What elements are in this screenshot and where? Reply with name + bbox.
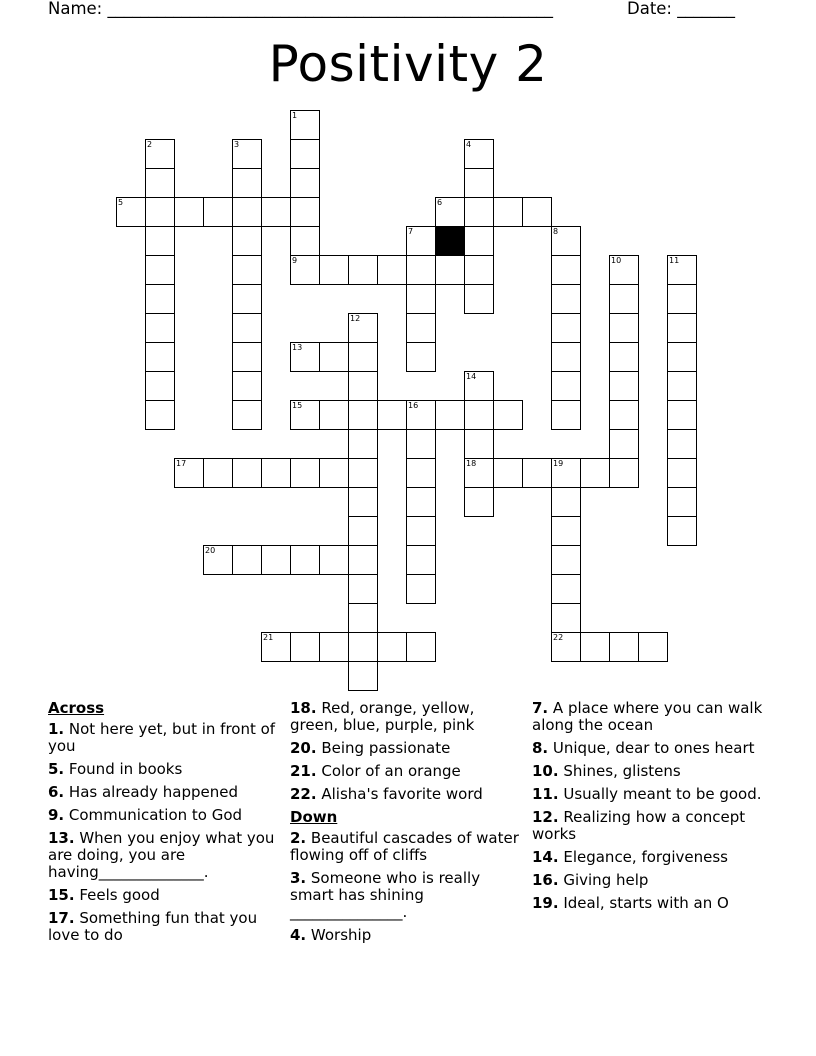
date-field-label[interactable]: Date: _______ [627,0,735,18]
grid-cell[interactable] [406,226,436,256]
clue-number: 4 [466,140,472,149]
name-field-label[interactable]: Name: ______________________________________________________ [48,0,553,18]
grid-cell[interactable] [464,139,494,169]
grid-cell[interactable] [551,574,581,604]
grid-cell[interactable] [203,197,233,227]
grid-cell[interactable] [232,371,262,401]
clue-item [48,807,280,824]
clue-item-number: 11. [532,785,559,803]
grid-cell[interactable] [203,545,233,575]
grid-cell[interactable] [261,197,291,227]
grid-cell[interactable] [667,458,697,488]
clue-item [48,910,280,944]
grid-cell[interactable] [290,342,320,372]
clue-number: 2 [147,140,153,149]
grid-cell[interactable] [290,139,320,169]
clue-item-number: 3. [290,869,307,887]
clue-number: 9 [292,256,298,265]
clue-item-text: Elegance, forgiveness [558,848,728,866]
grid-cell[interactable] [348,429,378,459]
clue-number: 12 [350,314,361,323]
clues-column-3 [532,700,764,918]
grid-cell[interactable] [551,632,581,662]
grid-cell[interactable] [406,487,436,517]
clue-item-text: Found in books [64,760,183,778]
grid-cell[interactable] [522,458,552,488]
clue-item-text: Shines, glistens [558,762,681,780]
clue-number: 18 [466,459,477,468]
grid-cell[interactable] [348,342,378,372]
clues-column-2 [290,700,522,950]
grid-cell[interactable] [232,284,262,314]
clue-number: 7 [408,227,414,236]
grid-cell[interactable] [551,313,581,343]
grid-cell[interactable] [377,255,407,285]
grid-cell[interactable] [348,603,378,633]
grid-cell[interactable] [551,458,581,488]
clue-item-text: Something fun that you love to do [48,909,258,944]
clue-item-number: 19. [532,894,559,912]
grid-cell[interactable] [348,313,378,343]
grid-cell[interactable] [609,632,639,662]
clue-item [532,809,764,843]
grid-cell[interactable] [261,632,291,662]
grid-cell[interactable] [145,400,175,430]
grid-cell[interactable] [667,487,697,517]
grid-cell[interactable] [464,226,494,256]
clue-item-text: Color of an orange [316,762,461,780]
grid-cell[interactable] [174,458,204,488]
clue-item [290,740,522,757]
page-title: Positivity 2 [268,35,548,93]
grid-cell[interactable] [551,371,581,401]
grid-cell[interactable] [406,458,436,488]
clue-item-text: Unique, dear to ones heart [548,739,755,757]
clue-number: 22 [553,633,564,642]
grid-cell[interactable] [319,458,349,488]
clue-item-number: 22. [290,785,317,803]
grid-cell[interactable] [667,371,697,401]
clue-number: 17 [176,459,187,468]
clue-number: 14 [466,372,477,381]
grid-cell[interactable] [406,400,436,430]
grid-cell[interactable] [406,429,436,459]
grid-cell[interactable] [232,400,262,430]
grid-cell[interactable] [464,255,494,285]
grid-cell[interactable] [348,255,378,285]
grid-cell[interactable] [290,168,320,198]
grid-cell[interactable] [261,458,291,488]
clue-item-number: 16. [532,871,559,889]
grid-cell[interactable] [406,255,436,285]
clue-item [48,784,280,801]
clue-number: 20 [205,546,216,555]
grid-cell[interactable] [667,342,697,372]
clue-number: 3 [234,140,240,149]
clue-item-number: 12. [532,808,559,826]
clue-item [532,763,764,780]
grid-cell[interactable] [464,168,494,198]
grid-cell[interactable] [551,603,581,633]
grid-cell[interactable] [261,545,291,575]
grid-cell[interactable] [406,574,436,604]
grid-cell[interactable] [464,284,494,314]
grid-cell[interactable] [348,545,378,575]
clue-item-number: 2. [290,829,307,847]
clue-item-text: Beautiful cascades of water flowing off of cliffs [290,829,519,864]
grid-cell[interactable] [232,545,262,575]
black-cell [435,226,465,256]
grid-cell[interactable] [551,226,581,256]
grid-cell[interactable] [145,342,175,372]
grid-cell[interactable] [290,400,320,430]
grid-cell[interactable] [551,487,581,517]
grid-cell[interactable] [406,284,436,314]
grid-cell[interactable] [464,400,494,430]
grid-cell[interactable] [232,458,262,488]
grid-cell[interactable] [116,197,146,227]
grid-cell[interactable] [609,313,639,343]
grid-cell[interactable] [551,516,581,546]
grid-cell[interactable] [667,400,697,430]
grid-cell[interactable] [348,371,378,401]
grid-cell[interactable] [174,197,204,227]
clue-item-text: Not here yet, but in front of you [48,720,276,755]
clue-item-text: Someone who is really smart has shining _______________. [290,869,481,921]
clue-item-number: 9. [48,806,65,824]
grid-cell[interactable] [406,342,436,372]
clue-item-number: 7. [532,699,549,717]
grid-cell[interactable] [609,255,639,285]
grid-cell[interactable] [145,139,175,169]
clue-item [290,763,522,780]
grid-cell[interactable] [290,545,320,575]
clue-number: 6 [437,198,443,207]
grid-cell[interactable] [551,284,581,314]
clue-number: 1 [292,111,298,120]
grid-cell[interactable] [464,197,494,227]
grid-cell[interactable] [609,429,639,459]
grid-cell[interactable] [232,313,262,343]
grid-cell[interactable] [290,458,320,488]
grid-cell[interactable] [435,255,465,285]
grid-cell[interactable] [464,371,494,401]
grid-cell[interactable] [406,632,436,662]
clue-number: 8 [553,227,559,236]
grid-cell[interactable] [464,458,494,488]
grid-cell[interactable] [232,255,262,285]
grid-cell[interactable] [290,226,320,256]
grid-cell[interactable] [667,284,697,314]
grid-cell[interactable] [551,255,581,285]
grid-cell[interactable] [290,110,320,140]
grid-cell[interactable] [580,458,610,488]
grid-cell[interactable] [493,197,523,227]
grid-cell[interactable] [493,458,523,488]
grid-cell[interactable] [348,400,378,430]
grid-cell[interactable] [609,371,639,401]
clue-item [290,927,522,944]
grid-cell[interactable] [290,632,320,662]
clue-item-text: Realizing how a concept works [532,808,746,843]
grid-cell[interactable] [609,342,639,372]
clue-item [290,786,522,803]
grid-cell[interactable] [145,255,175,285]
clue-number: 19 [553,459,564,468]
clue-item-number: 4. [290,926,307,944]
clue-item-number: 13. [48,829,75,847]
grid-cell[interactable] [290,197,320,227]
clue-item [532,872,764,889]
grid-cell[interactable] [319,632,349,662]
grid-cell[interactable] [580,632,610,662]
clue-number: 16 [408,401,419,410]
grid-cell[interactable] [435,197,465,227]
grid-cell[interactable] [348,458,378,488]
clue-item [290,700,522,734]
grid-cell[interactable] [667,313,697,343]
grid-cell[interactable] [638,632,668,662]
clue-item-number: 18. [290,699,317,717]
clue-item-text: Alisha's favorite word [316,785,483,803]
grid-cell[interactable] [609,400,639,430]
grid-cell[interactable] [464,429,494,459]
clue-item-number: 14. [532,848,559,866]
clue-item-number: 1. [48,720,65,738]
clue-item-text: Being passionate [316,739,451,757]
grid-cell[interactable] [348,516,378,546]
clue-item-number: 6. [48,783,65,801]
grid-cell[interactable] [145,197,175,227]
clue-item-text: Has already happened [64,783,238,801]
clue-number: 11 [669,256,680,265]
clue-item-number: 5. [48,760,65,778]
grid-cell[interactable] [145,313,175,343]
grid-cell[interactable] [348,574,378,604]
clue-item [532,849,764,866]
grid-cell[interactable] [348,632,378,662]
clues-column-1 [48,700,280,950]
grid-cell[interactable] [464,487,494,517]
grid-cell[interactable] [348,661,378,691]
grid-cell[interactable] [493,400,523,430]
grid-cell[interactable] [667,429,697,459]
grid-cell[interactable] [609,284,639,314]
clue-number: 21 [263,633,274,642]
clue-item [48,830,280,881]
grid-cell[interactable] [348,487,378,517]
clue-item-text: Communication to God [64,806,243,824]
clue-item-text: Red, orange, yellow, green, blue, purple, pink [290,699,475,734]
clue-item [48,761,280,778]
grid-cell[interactable] [232,342,262,372]
grid-cell[interactable] [406,516,436,546]
clue-item [532,895,764,912]
grid-cell[interactable] [667,255,697,285]
grid-cell[interactable] [667,516,697,546]
grid-cell[interactable] [232,139,262,169]
clue-item [290,830,522,864]
grid-cell[interactable] [551,342,581,372]
clue-item-number: 8. [532,739,549,757]
clue-item [48,887,280,904]
grid-cell[interactable] [290,255,320,285]
clue-item-number: 10. [532,762,559,780]
grid-cell[interactable] [319,342,349,372]
grid-cell[interactable] [145,226,175,256]
clue-item [532,700,764,734]
clue-item-text: A place where you can walk along the ocean [532,699,763,734]
grid-cell[interactable] [319,545,349,575]
clue-item [48,721,280,755]
clue-item-number: 17. [48,909,75,927]
grid-cell[interactable] [145,284,175,314]
clue-item [290,870,522,921]
grid-cell[interactable] [551,400,581,430]
grid-cell[interactable] [435,400,465,430]
clue-number: 10 [611,256,622,265]
grid-cell[interactable] [232,226,262,256]
grid-cell[interactable] [232,197,262,227]
grid-cell[interactable] [609,458,639,488]
grid-cell[interactable] [145,371,175,401]
grid-cell[interactable] [377,400,407,430]
grid-cell[interactable] [319,255,349,285]
clue-item-number: 20. [290,739,317,757]
down-heading: Down [290,808,338,826]
grid-cell[interactable] [551,545,581,575]
clue-number: 15 [292,401,303,410]
grid-cell[interactable] [406,545,436,575]
clue-number: 5 [118,198,124,207]
clue-item [532,740,764,757]
clue-item-text: Worship [306,926,372,944]
grid-cell[interactable] [377,632,407,662]
clue-item-number: 21. [290,762,317,780]
clue-item-text: Usually meant to be good. [558,785,762,803]
grid-cell[interactable] [406,313,436,343]
grid-cell[interactable] [319,400,349,430]
across-heading: Across [48,699,105,717]
clue-item [532,786,764,803]
grid-cell[interactable] [232,168,262,198]
clue-item-number: 15. [48,886,75,904]
grid-cell[interactable] [145,168,175,198]
grid-cell[interactable] [522,197,552,227]
clue-item-text: Ideal, starts with an O [558,894,729,912]
grid-cell[interactable] [203,458,233,488]
clue-item-text: When you enjoy what you are doing, you are having______________. [48,829,275,881]
clue-item-text: Feels good [74,886,160,904]
clue-item-text: Giving help [558,871,649,889]
clue-number: 13 [292,343,303,352]
